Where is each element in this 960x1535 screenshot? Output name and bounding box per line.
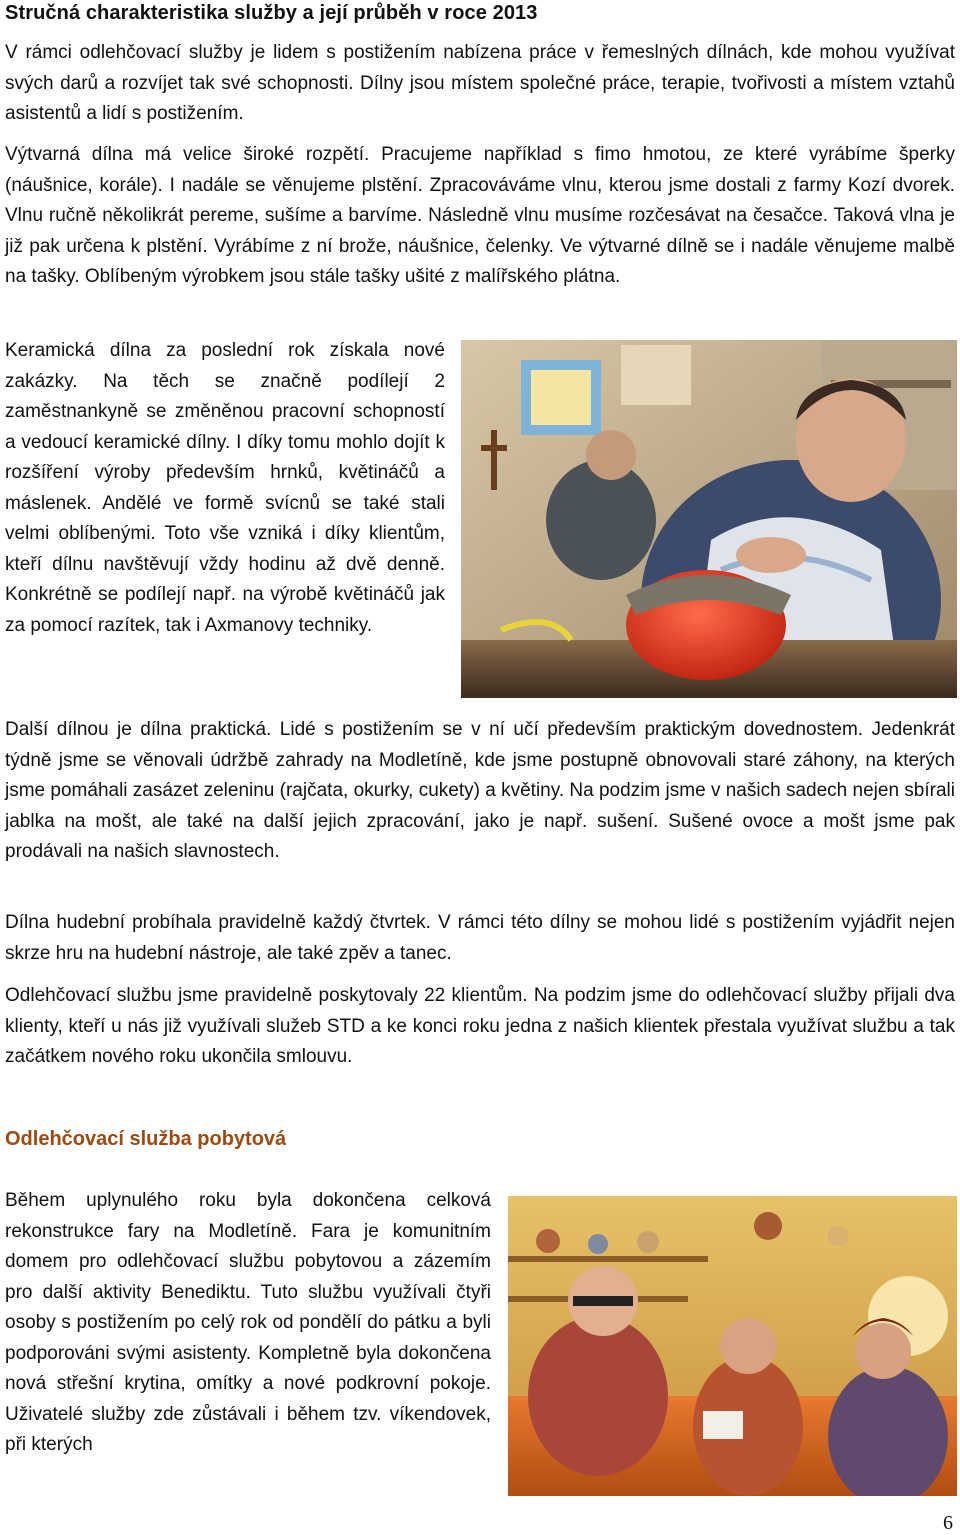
residential-group-photo [508, 1196, 957, 1496]
section-heading: Odlehčovací služba pobytová [5, 1128, 287, 1150]
paragraph-clients: Odlehčovací službu jsme pravidelně poskytovaly 22 klientům. Na podzim jsme do odlehčovací služby přijali dva klienty, kteří u nás již využívali služeb STD a ke konci roku jedna z našich klientek přestala využívat službu a tak začátkem nového roku ukončila smlouvu. [5, 985, 955, 1067]
page-title: Stručná charakteristika služby a její průběh v roce 2013 [5, 2, 538, 24]
paragraph-practical-workshop: Další dílnou je dílna praktická. Lidé s postižením se v ní učí především praktickým dovednostem. Jedenkrát týdně jsme se věnovali údržbě zahrady na Modletíně, kde jsme postupně obnovovali staré záhony, na kterých jsme pomáhali zasázet zeleninu (rajčata, okurky, cukety) a květiny. Na podzim jsme v našich sadech nejen sbírali jablka na mošt, ale také na další jejich zpracování, jako je např. sušení. Sušené ovoce a mošt jsme pak prodávali na našich slavnostech. [5, 719, 955, 862]
paragraph-ceramic-workshop: Keramická dílna za poslední rok získala nové zakázky. Na těch se značně podílejí 2 zaměstnankyně se změněnou pracovní schopností a vedoucí keramické dílny. I díky tomu mohlo dojít k rozšíření výroby především hrnků, květináčů a máslenek. Andělé ve formě svícnů se také stali velmi oblíbenými. Toto vše vzniká i díky klientům, kteří dílnu navštěvují vždy hodinu až dvě denně. Konkrétně se podílejí např. na výrobě květináčů jak za pomocí razítek, tak i Axmanovy techniky. [5, 340, 445, 636]
paragraph-workshops-intro: V rámci odlehčovací služby je lidem s postižením nabízena práce v řemeslných dílnách, kde mohou využívat svých darů a rozvíjet tak své schopnosti. Dílny jsou místem společné práce, terapie, tvořivosti a místem vztahů asistentů a lidí s postižením. [5, 42, 955, 124]
paragraph-residential-service: Během uplynulého roku byla dokončena celková rekonstrukce fary na Modletíně. Fara je komunitním domem pro odlehčovací službu pobytovou a zázemím pro další aktivity Benediktu. Tuto službu využívali čtyři osoby s postižením po celý rok od pondělí do pátku a byli podporováni svými asistenty. Kompletně byla dokončena nová střešní krytina, omítky a nové podkrovní pokoje. Uživatelé služby zde zůstávali i během tzv. víkendovek, při kterých [5, 1190, 491, 1455]
page-number: 6 [943, 1512, 953, 1534]
paragraph-music-workshop: Dílna hudební probíhala pravidelně každý čtvrtek. V rámci této dílny se mohou lidé s postižením vyjádřit nejen skrze hru na hudební nástroje, ale také zpěv a tanec. [5, 912, 955, 964]
paragraph-art-workshop: Výtvarná dílna má velice široké rozpětí. Pracujeme například s fimo hmotou, ze které vyrábíme šperky (náušnice, korále). I nadále se věnujeme plstění. Zpracováváme vlnu, kterou jsme dostali z farmy Kozí dvorek. Vlnu ručně několikrát pereme, sušíme a barvíme. Následně vlnu musíme rozčesávat na česačce. Taková vlna je již pak určena k plstění. Vyrábíme z ní brože, náušnice, čelenky. Ve výtvarné dílně se i nadále věnujeme malbě na tašky. Oblíbeným výrobkem jsou stále tašky ušité z malířského plátna. [5, 144, 955, 287]
ceramic-workshop-photo [461, 340, 957, 698]
